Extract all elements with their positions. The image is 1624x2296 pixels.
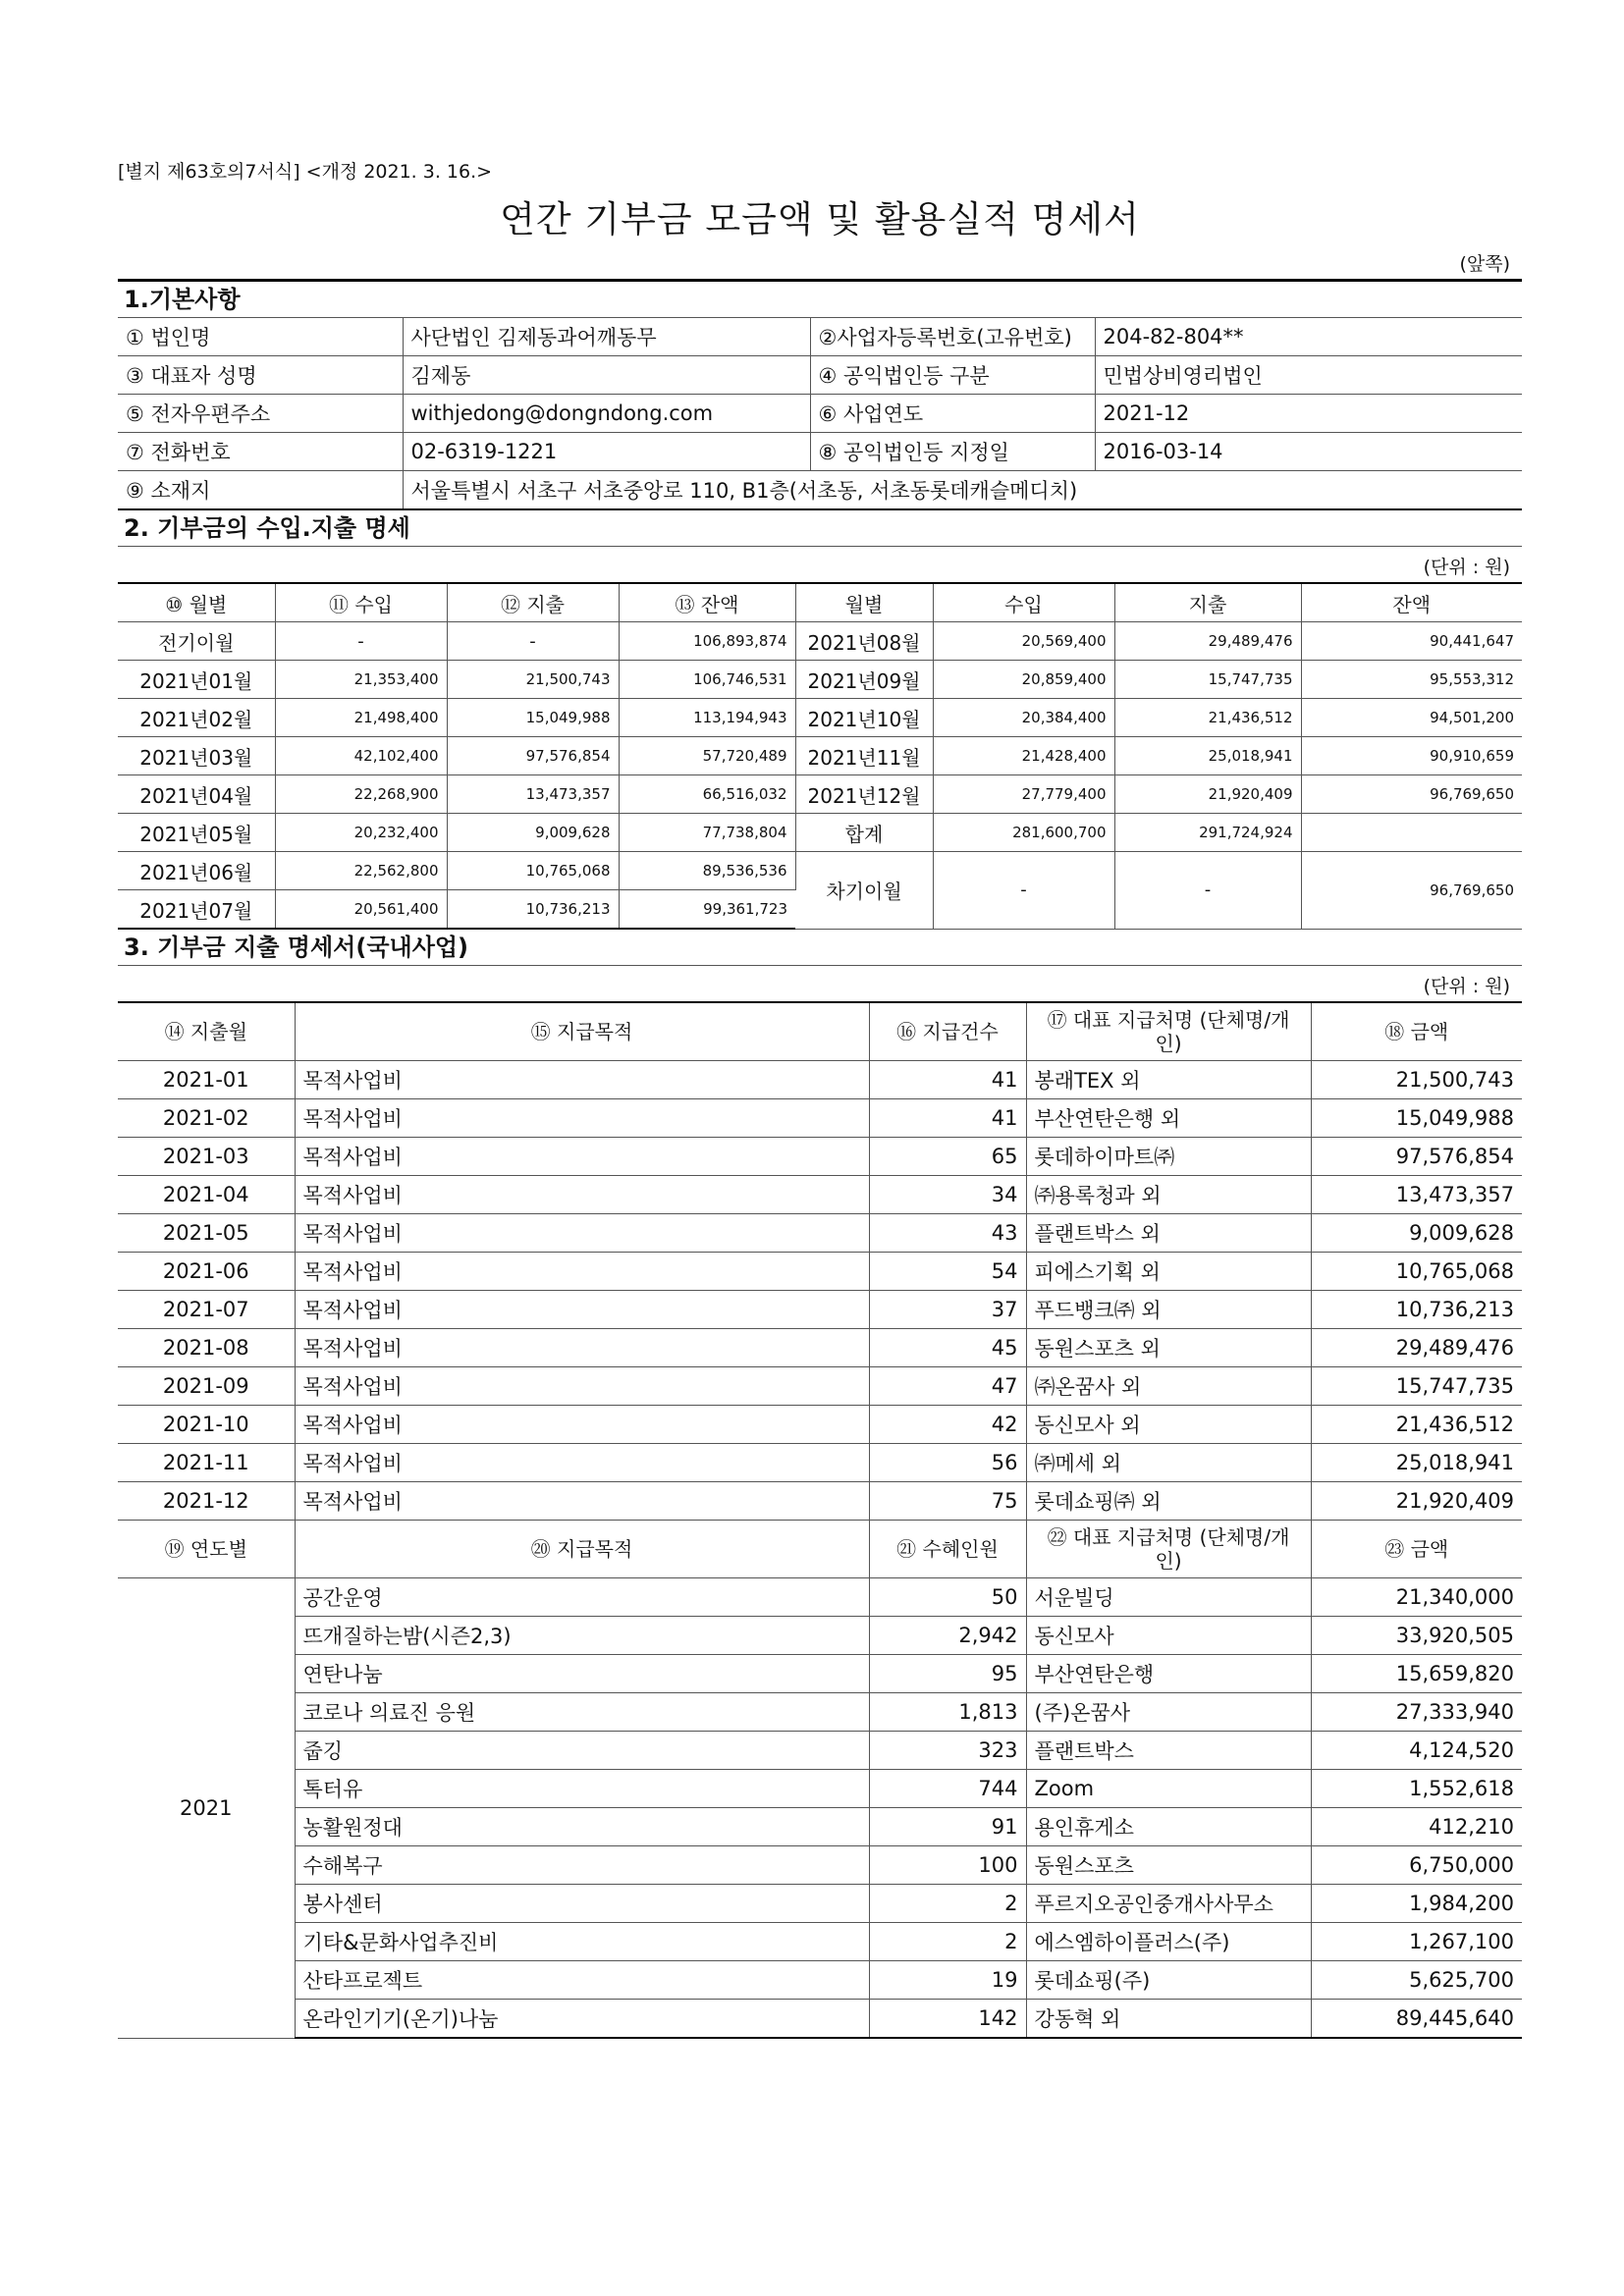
program-purpose: 뜨개질하는밤(시즌2,3): [295, 1617, 869, 1655]
expense-month: 2021-05: [118, 1214, 295, 1253]
right-income: 20,384,400: [933, 699, 1114, 737]
expense-row: [118, 1138, 1522, 1176]
basic-row: [118, 356, 1522, 395]
program-amount: 27,333,940: [1311, 1693, 1522, 1732]
type-value: 민법상비영리법인: [1095, 356, 1522, 395]
program-row: [118, 1923, 1522, 1961]
expense-count: 41: [869, 1061, 1026, 1099]
program-purpose: 봉사센터: [295, 1885, 869, 1923]
expense-purpose: 목적사업비: [295, 1406, 869, 1444]
expense-purpose: 목적사업비: [295, 1099, 869, 1138]
program-year: 2021: [118, 1578, 295, 2039]
fiscal-value: 2021-12: [1095, 395, 1522, 433]
ledger-header-cell: ⑬ 잔액: [619, 583, 795, 622]
program-amount: 15,659,820: [1311, 1655, 1522, 1693]
program-amount: 21,340,000: [1311, 1578, 1522, 1617]
expense-amount: 13,473,357: [1311, 1176, 1522, 1214]
program-payee: 강동혁 외: [1026, 2000, 1311, 2039]
expense-payee: 푸드뱅크㈜ 외: [1026, 1291, 1311, 1329]
expense-amount: 25,018,941: [1311, 1444, 1522, 1482]
expense-header-cell: ⑮ 지급목적: [295, 1002, 869, 1061]
program-people: 142: [869, 2000, 1026, 2039]
ledger-row: [118, 661, 1522, 699]
ledger-row: [118, 699, 1522, 737]
expense-month: 2021-08: [118, 1329, 295, 1367]
expense-month: 2021-07: [118, 1291, 295, 1329]
expense-purpose: 목적사업비: [295, 1444, 869, 1482]
program-payee: 서운빌딩: [1026, 1578, 1311, 1617]
fiscal-label: ⑥ 사업연도: [810, 395, 1095, 433]
program-people: 100: [869, 1846, 1026, 1885]
program-amount: 1,552,618: [1311, 1770, 1522, 1808]
program-amount: 4,124,520: [1311, 1732, 1522, 1770]
left-balance: 99,361,723: [619, 890, 795, 930]
expense-amount: 97,576,854: [1311, 1138, 1522, 1176]
program-purpose: 연탄나눔: [295, 1655, 869, 1693]
program-purpose: 줍깅: [295, 1732, 869, 1770]
expense-header-row: [118, 1002, 1522, 1061]
left-month: 2021년04월: [118, 775, 275, 814]
expense-row: [118, 1099, 1522, 1138]
program-header-cell: ㉓ 금액: [1311, 1521, 1522, 1578]
left-expense: 9,009,628: [447, 814, 619, 852]
expense-payee: 봉래TEX 외: [1026, 1061, 1311, 1099]
carryover-balance: 96,769,650: [1301, 852, 1522, 930]
expense-amount: 10,765,068: [1311, 1253, 1522, 1291]
expense-purpose: 목적사업비: [295, 1176, 869, 1214]
program-row: [118, 1617, 1522, 1655]
section3-title: 3. 기부금 지출 명세서(국내사업): [118, 930, 1522, 966]
right-month: 2021년11월: [795, 737, 933, 775]
expense-count: 43: [869, 1214, 1026, 1253]
expense-row: [118, 1329, 1522, 1367]
ledger-header-cell: ⑫ 지출: [447, 583, 619, 622]
right-expense: 29,489,476: [1114, 622, 1301, 661]
left-income: 21,353,400: [275, 661, 447, 699]
program-header-cell: ㉒ 대표 지급처명 (단체명/개인): [1026, 1521, 1311, 1578]
biz-no-label: ②사업자등록번호(고유번호): [810, 318, 1095, 356]
left-balance: 106,893,874: [619, 622, 795, 661]
left-month: 2021년07월: [118, 890, 275, 930]
program-payee: 에스엠하이플러스(주): [1026, 1923, 1311, 1961]
phone-label: ⑦ 전화번호: [118, 433, 403, 471]
expense-row: [118, 1214, 1522, 1253]
expense-purpose: 목적사업비: [295, 1329, 869, 1367]
expense-month: 2021-12: [118, 1482, 295, 1521]
biz-no-value: 204-82-804**: [1095, 318, 1522, 356]
left-expense: -: [447, 622, 619, 661]
basic-row: [118, 395, 1522, 433]
expense-count: 65: [869, 1138, 1026, 1176]
right-income: 20,859,400: [933, 661, 1114, 699]
program-purpose: 온라인기기(온기)나눔: [295, 2000, 869, 2039]
program-row: [118, 1693, 1522, 1732]
right-balance: 94,501,200: [1301, 699, 1522, 737]
document-title: 연간 기부금 모금액 및 활용실적 명세서: [500, 198, 1140, 240]
right-balance: 90,910,659: [1301, 737, 1522, 775]
program-people: 91: [869, 1808, 1026, 1846]
expense-purpose: 목적사업비: [295, 1291, 869, 1329]
left-income: 42,102,400: [275, 737, 447, 775]
expense-payee: ㈜용록청과 외: [1026, 1176, 1311, 1214]
right-expense: 21,920,409: [1114, 775, 1301, 814]
expense-payee: 동원스포츠 외: [1026, 1329, 1311, 1367]
expense-month: 2021-10: [118, 1406, 295, 1444]
expense-month: 2021-02: [118, 1099, 295, 1138]
expense-count: 47: [869, 1367, 1026, 1406]
program-payee: 롯데쇼핑(주): [1026, 1961, 1311, 2000]
left-month: 2021년01월: [118, 661, 275, 699]
expense-payee: 롯데하이마트㈜: [1026, 1138, 1311, 1176]
rep-label: ③ 대표자 성명: [118, 356, 403, 395]
expense-payee: 부산연탄은행 외: [1026, 1099, 1311, 1138]
expense-header-cell: ⑯ 지급건수: [869, 1002, 1026, 1061]
program-amount: 33,920,505: [1311, 1617, 1522, 1655]
expense-count: 42: [869, 1406, 1026, 1444]
ledger-row: [118, 852, 1522, 890]
right-month: 합계: [795, 814, 933, 852]
ledger-header-row: [118, 583, 1522, 622]
expense-month: 2021-03: [118, 1138, 295, 1176]
left-balance: 77,738,804: [619, 814, 795, 852]
address-label: ⑨ 소재지: [118, 471, 403, 510]
expenditure-table: [118, 1001, 1522, 2039]
program-payee: 동신모사: [1026, 1617, 1311, 1655]
program-row: [118, 1732, 1522, 1770]
ledger-row: [118, 737, 1522, 775]
right-balance: [1301, 814, 1522, 852]
expense-payee: ㈜메세 외: [1026, 1444, 1311, 1482]
program-purpose: 코로나 의료진 응원: [295, 1693, 869, 1732]
expense-count: 37: [869, 1291, 1026, 1329]
expense-purpose: 목적사업비: [295, 1253, 869, 1291]
program-purpose: 수해복구: [295, 1846, 869, 1885]
ledger-header-cell: 지출: [1114, 583, 1301, 622]
right-balance: 95,553,312: [1301, 661, 1522, 699]
expense-row: [118, 1406, 1522, 1444]
expense-row: [118, 1367, 1522, 1406]
address-value: 서울특별시 서초구 서초중앙로 110, B1층(서초동, 서초동롯데캐슬메디치): [403, 471, 1522, 510]
expense-purpose: 목적사업비: [295, 1061, 869, 1099]
right-income: 20,569,400: [933, 622, 1114, 661]
expense-row: [118, 1061, 1522, 1099]
corp-name-value: 사단법인 김제동과어깨동무: [403, 318, 810, 356]
ledger-header-cell: ⑪ 수입: [275, 583, 447, 622]
expense-row: [118, 1253, 1522, 1291]
right-month: 2021년10월: [795, 699, 933, 737]
program-amount: 5,625,700: [1311, 1961, 1522, 2000]
program-header-cell: ㉑ 수혜인원: [869, 1521, 1026, 1578]
right-expense: 21,436,512: [1114, 699, 1301, 737]
expense-row: [118, 1176, 1522, 1214]
program-people: 50: [869, 1578, 1026, 1617]
right-month: 2021년08월: [795, 622, 933, 661]
left-balance: 113,194,943: [619, 699, 795, 737]
expense-amount: 21,920,409: [1311, 1482, 1522, 1521]
expense-month: 2021-09: [118, 1367, 295, 1406]
expense-header-cell: ⑰ 대표 지급처명 (단체명/개인): [1026, 1002, 1311, 1061]
left-month: 2021년02월: [118, 699, 275, 737]
expense-payee: 롯데쇼핑㈜ 외: [1026, 1482, 1311, 1521]
program-payee: (주)온꿈사: [1026, 1693, 1311, 1732]
left-expense: 21,500,743: [447, 661, 619, 699]
ledger-header-cell: 수입: [933, 583, 1114, 622]
program-purpose: 산타프로젝트: [295, 1961, 869, 2000]
ledger-row: [118, 775, 1522, 814]
expense-payee: 동신모사 외: [1026, 1406, 1311, 1444]
corp-name-label: ① 법인명: [118, 318, 403, 356]
right-balance: 96,769,650: [1301, 775, 1522, 814]
expense-month: 2021-04: [118, 1176, 295, 1214]
left-month: 전기이월: [118, 622, 275, 661]
program-payee: Zoom: [1026, 1770, 1311, 1808]
right-month: 2021년09월: [795, 661, 933, 699]
basic-row: [118, 318, 1522, 356]
section2-unit: (단위 : 원): [1423, 557, 1510, 578]
type-label: ④ 공익법인등 구분: [810, 356, 1095, 395]
section1-title: 1.기본사항: [118, 279, 1522, 318]
left-month: 2021년06월: [118, 852, 275, 890]
ledger-header-cell: 잔액: [1301, 583, 1522, 622]
left-income: 22,562,800: [275, 852, 447, 890]
expense-count: 56: [869, 1444, 1026, 1482]
expense-purpose: 목적사업비: [295, 1138, 869, 1176]
expense-count: 41: [869, 1099, 1026, 1138]
expense-purpose: 목적사업비: [295, 1367, 869, 1406]
left-balance: 106,746,531: [619, 661, 795, 699]
program-people: 19: [869, 1961, 1026, 2000]
income-expense-table: [118, 582, 1522, 930]
email-value: withjedong@dongndong.com: [403, 395, 810, 433]
expense-purpose: 목적사업비: [295, 1482, 869, 1521]
left-balance: 66,516,032: [619, 775, 795, 814]
expense-row: [118, 1444, 1522, 1482]
email-label: ⑤ 전자우편주소: [118, 395, 403, 433]
program-amount: 6,750,000: [1311, 1846, 1522, 1885]
ledger-header-cell: ⑩ 월별: [118, 583, 275, 622]
program-row: [118, 1808, 1522, 1846]
program-purpose: 농활원정대: [295, 1808, 869, 1846]
program-amount: 412,210: [1311, 1808, 1522, 1846]
expense-header-cell: ⑱ 금액: [1311, 1002, 1522, 1061]
right-expense: 15,747,735: [1114, 661, 1301, 699]
left-expense: 13,473,357: [447, 775, 619, 814]
program-people: 95: [869, 1655, 1026, 1693]
expense-row: [118, 1482, 1522, 1521]
basic-row: [118, 471, 1522, 510]
left-income: 20,232,400: [275, 814, 447, 852]
expense-amount: 21,500,743: [1311, 1061, 1522, 1099]
right-expense: 291,724,924: [1114, 814, 1301, 852]
expense-count: 45: [869, 1329, 1026, 1367]
expense-amount: 9,009,628: [1311, 1214, 1522, 1253]
expense-month: 2021-11: [118, 1444, 295, 1482]
right-month: 2021년12월: [795, 775, 933, 814]
form-reference: [별지 제63호의7서식] <개정 2021. 3. 16.>: [118, 161, 493, 183]
program-row: [118, 2000, 1522, 2039]
program-purpose: 공간운영: [295, 1578, 869, 1617]
program-people: 2,942: [869, 1617, 1026, 1655]
program-purpose: 톡터유: [295, 1770, 869, 1808]
left-expense: 10,736,213: [447, 890, 619, 930]
program-header-row: [118, 1521, 1522, 1578]
program-payee: 플랜트박스: [1026, 1732, 1311, 1770]
expense-amount: 10,736,213: [1311, 1291, 1522, 1329]
right-balance: 90,441,647: [1301, 622, 1522, 661]
program-payee: 용인휴게소: [1026, 1808, 1311, 1846]
program-people: 2: [869, 1885, 1026, 1923]
program-people: 744: [869, 1770, 1026, 1808]
program-header-cell: ⑳ 지급목적: [295, 1521, 869, 1578]
program-people: 323: [869, 1732, 1026, 1770]
left-balance: 89,536,536: [619, 852, 795, 890]
expense-count: 75: [869, 1482, 1026, 1521]
left-expense: 10,765,068: [447, 852, 619, 890]
expense-count: 34: [869, 1176, 1026, 1214]
expense-purpose: 목적사업비: [295, 1214, 869, 1253]
program-row: [118, 1770, 1522, 1808]
program-row: [118, 1846, 1522, 1885]
designation-label: ⑧ 공익법인등 지정일: [810, 433, 1095, 471]
left-income: -: [275, 622, 447, 661]
ledger-header-cell: 월별: [795, 583, 933, 622]
program-row: [118, 1961, 1522, 2000]
program-row: [118, 1578, 1522, 1617]
section2-title: 2. 기부금의 수입.지출 명세: [118, 510, 1522, 547]
program-header-cell: ⑲ 연도별: [118, 1521, 295, 1578]
left-expense: 15,049,988: [447, 699, 619, 737]
left-balance: 57,720,489: [619, 737, 795, 775]
program-people: 1,813: [869, 1693, 1026, 1732]
program-purpose: 기타&문화사업추진비: [295, 1923, 869, 1961]
expense-amount: 21,436,512: [1311, 1406, 1522, 1444]
expense-count: 54: [869, 1253, 1026, 1291]
carryover-income: -: [933, 852, 1114, 930]
ledger-row: [118, 622, 1522, 661]
left-income: 20,561,400: [275, 890, 447, 930]
page-side-note: (앞쪽): [1459, 253, 1510, 275]
phone-value: 02-6319-1221: [403, 433, 810, 471]
carryover-expense: -: [1114, 852, 1301, 930]
right-income: 27,779,400: [933, 775, 1114, 814]
left-expense: 97,576,854: [447, 737, 619, 775]
expense-amount: 15,049,988: [1311, 1099, 1522, 1138]
carryover-label: 차기이월: [795, 852, 933, 930]
designation-value: 2016-03-14: [1095, 433, 1522, 471]
right-expense: 25,018,941: [1114, 737, 1301, 775]
expense-payee: ㈜온꿈사 외: [1026, 1367, 1311, 1406]
expense-header-cell: ⑭ 지출월: [118, 1002, 295, 1061]
basic-info-table: [118, 318, 1522, 510]
expense-month: 2021-01: [118, 1061, 295, 1099]
expense-month: 2021-06: [118, 1253, 295, 1291]
expense-payee: 피에스기획 외: [1026, 1253, 1311, 1291]
program-row: [118, 1655, 1522, 1693]
program-amount: 1,267,100: [1311, 1923, 1522, 1961]
program-amount: 1,984,200: [1311, 1885, 1522, 1923]
left-income: 22,268,900: [275, 775, 447, 814]
left-month: 2021년03월: [118, 737, 275, 775]
program-amount: 89,445,640: [1311, 2000, 1522, 2039]
program-row: [118, 1885, 1522, 1923]
program-people: 2: [869, 1923, 1026, 1961]
rep-value: 김제동: [403, 356, 810, 395]
program-payee: 동원스포츠: [1026, 1846, 1311, 1885]
program-payee: 푸르지오공인중개사사무소: [1026, 1885, 1311, 1923]
basic-row: [118, 433, 1522, 471]
expense-row: [118, 1291, 1522, 1329]
right-income: 281,600,700: [933, 814, 1114, 852]
expense-amount: 15,747,735: [1311, 1367, 1522, 1406]
expense-payee: 플랜트박스 외: [1026, 1214, 1311, 1253]
ledger-row: [118, 814, 1522, 852]
left-income: 21,498,400: [275, 699, 447, 737]
right-income: 21,428,400: [933, 737, 1114, 775]
section3-unit: (단위 : 원): [1423, 976, 1510, 997]
program-payee: 부산연탄은행: [1026, 1655, 1311, 1693]
document-page: [118, 157, 1522, 2039]
expense-amount: 29,489,476: [1311, 1329, 1522, 1367]
left-month: 2021년05월: [118, 814, 275, 852]
